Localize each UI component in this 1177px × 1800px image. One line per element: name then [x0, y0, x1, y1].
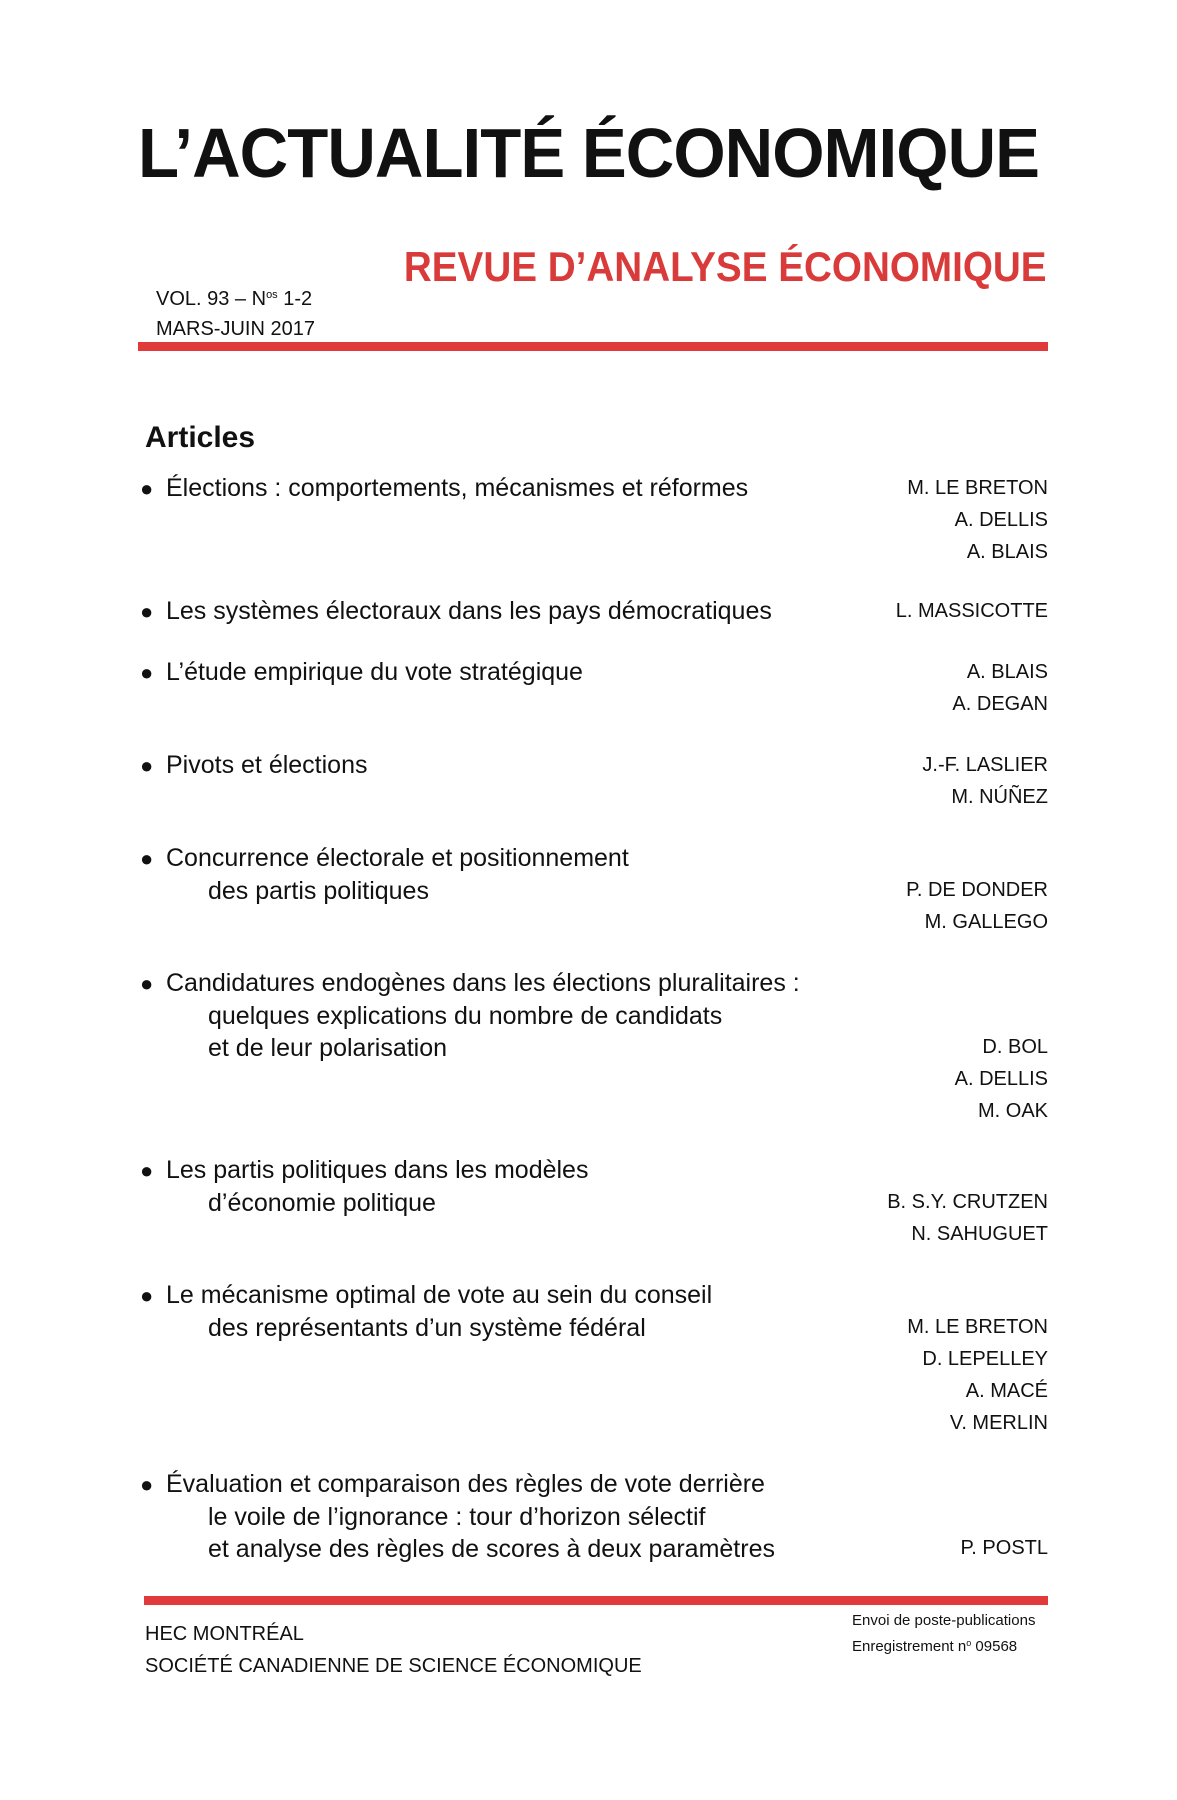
publisher-name: HEC MONTRÉAL	[145, 1623, 304, 1645]
article-title	[140, 1154, 588, 1219]
author-name: M. GALLEGO	[924, 911, 1048, 933]
article-title-line: le voile de l’ignorance : tour d’horizon sélectif	[208, 1503, 706, 1531]
article-entry	[140, 1154, 1048, 1279]
registration-value: 09568	[971, 1638, 1018, 1655]
article-entry	[140, 1468, 1048, 1568]
author-name: B. S.Y. CRUTZEN	[887, 1191, 1048, 1213]
registration-prefix: Enregistrement n	[852, 1638, 967, 1655]
bullet-icon: ●	[140, 1283, 154, 1308]
registration-number	[852, 1632, 1035, 1658]
article-title-line: Candidatures endogènes dans les élections pluralitaires :	[166, 969, 800, 997]
article-title	[140, 472, 748, 505]
number-superscript: os	[266, 289, 278, 301]
article-entry	[140, 595, 1048, 656]
top-red-rule	[138, 342, 1048, 351]
article-title-line: Pivots et élections	[166, 751, 368, 779]
article-title-line: des partis politiques	[208, 877, 429, 905]
society-name: SOCIÉTÉ CANADIENNE DE SCIENCE ÉCONOMIQUE	[145, 1655, 642, 1677]
bullet-icon: ●	[140, 753, 154, 778]
article-authors	[952, 656, 1048, 720]
postal-notice: Envoi de poste-publications	[852, 1612, 1036, 1629]
author-name: A. BLAIS	[966, 541, 1048, 563]
postal-info	[852, 1610, 1035, 1658]
journal-subtitle: REVUE D’ANALYSE ÉCONOMIQUE	[404, 243, 1047, 290]
article-title-line: Évaluation et comparaison des règles de vote derrière	[166, 1470, 765, 1498]
article-title-line: d’économie politique	[208, 1189, 436, 1217]
article-authors	[887, 1186, 1048, 1250]
registration-superscript: o	[966, 1638, 972, 1648]
article-title-line: Le mécanisme optimal de vote au sein du conseil	[166, 1281, 713, 1309]
article-list	[140, 472, 1048, 1568]
bullet-icon: ●	[140, 476, 154, 501]
article-entry	[140, 749, 1048, 842]
issue-number: 1-2	[277, 288, 313, 310]
volume-number	[156, 280, 315, 314]
bullet-icon: ●	[140, 599, 154, 624]
author-name: M. NÚÑEZ	[951, 786, 1048, 808]
article-title-line: Les systèmes électoraux dans les pays démocratiques	[166, 597, 772, 625]
article-title	[140, 656, 583, 689]
article-title	[140, 749, 368, 782]
author-name: A. MACÉ	[965, 1380, 1048, 1402]
bullet-icon: ●	[140, 1472, 154, 1497]
article-title	[140, 595, 772, 628]
article-title-line: Concurrence électorale et positionnement	[166, 844, 629, 872]
article-title	[140, 967, 800, 1064]
article-entry	[140, 967, 1048, 1154]
bullet-icon: ●	[140, 846, 154, 871]
bullet-icon: ●	[140, 971, 154, 996]
author-name: M. LE BRETON	[907, 477, 1048, 499]
bullet-icon: ●	[140, 660, 154, 685]
article-authors	[955, 1031, 1048, 1127]
article-entry	[140, 842, 1048, 967]
article-title-line: Les partis politiques dans les modèles	[166, 1156, 589, 1184]
author-name: P. DE DONDER	[906, 879, 1048, 901]
author-name: D. LEPELLEY	[922, 1348, 1048, 1370]
article-authors	[961, 1532, 1048, 1564]
article-entry	[140, 472, 1048, 595]
article-title-line: L’étude empirique du vote stratégique	[166, 658, 583, 686]
issue-date: MARS-JUIN 2017	[156, 318, 315, 340]
author-name: M. OAK	[977, 1100, 1048, 1122]
author-name: N. SAHUGUET	[911, 1223, 1048, 1245]
article-authors	[896, 595, 1048, 627]
article-title	[140, 1279, 712, 1344]
bottom-red-rule	[144, 1596, 1048, 1605]
article-entry	[140, 1279, 1048, 1468]
article-authors	[907, 472, 1048, 568]
article-entry	[140, 656, 1048, 749]
article-title-line: et de leur polarisation	[208, 1034, 448, 1062]
article-authors	[922, 749, 1048, 813]
author-name: A. DELLIS	[954, 1068, 1048, 1090]
author-name: L. MASSICOTTE	[895, 600, 1048, 622]
author-name: D. BOL	[982, 1036, 1048, 1058]
author-name: J.-F. LASLIER	[922, 754, 1048, 776]
publisher-info	[145, 1618, 642, 1682]
article-title-line: des représentants d’un système fédéral	[208, 1314, 646, 1342]
author-name: A. DEGAN	[952, 693, 1048, 715]
section-heading: Articles	[145, 421, 256, 454]
author-name: M. LE BRETON	[907, 1316, 1048, 1338]
author-name: A. DELLIS	[954, 509, 1048, 531]
journal-title: L’ACTUALITÉ ÉCONOMIQUE	[138, 114, 1040, 192]
author-name: A. BLAIS	[966, 661, 1048, 683]
author-name: P. POSTL	[960, 1537, 1048, 1559]
article-title	[140, 842, 629, 907]
article-authors	[907, 1311, 1048, 1439]
bullet-icon: ●	[140, 1158, 154, 1183]
issue-info	[156, 280, 315, 344]
article-title-line: Élections : comportements, mécanismes et réformes	[166, 474, 749, 502]
author-name: V. MERLIN	[949, 1412, 1048, 1434]
article-authors	[906, 874, 1048, 938]
article-title-line: quelques explications du nombre de candidats	[208, 1002, 723, 1030]
article-title	[140, 1468, 775, 1565]
volume-label: VOL. 93 – N	[156, 288, 267, 310]
article-title-line: et analyse des règles de scores à deux paramètres	[208, 1535, 775, 1563]
